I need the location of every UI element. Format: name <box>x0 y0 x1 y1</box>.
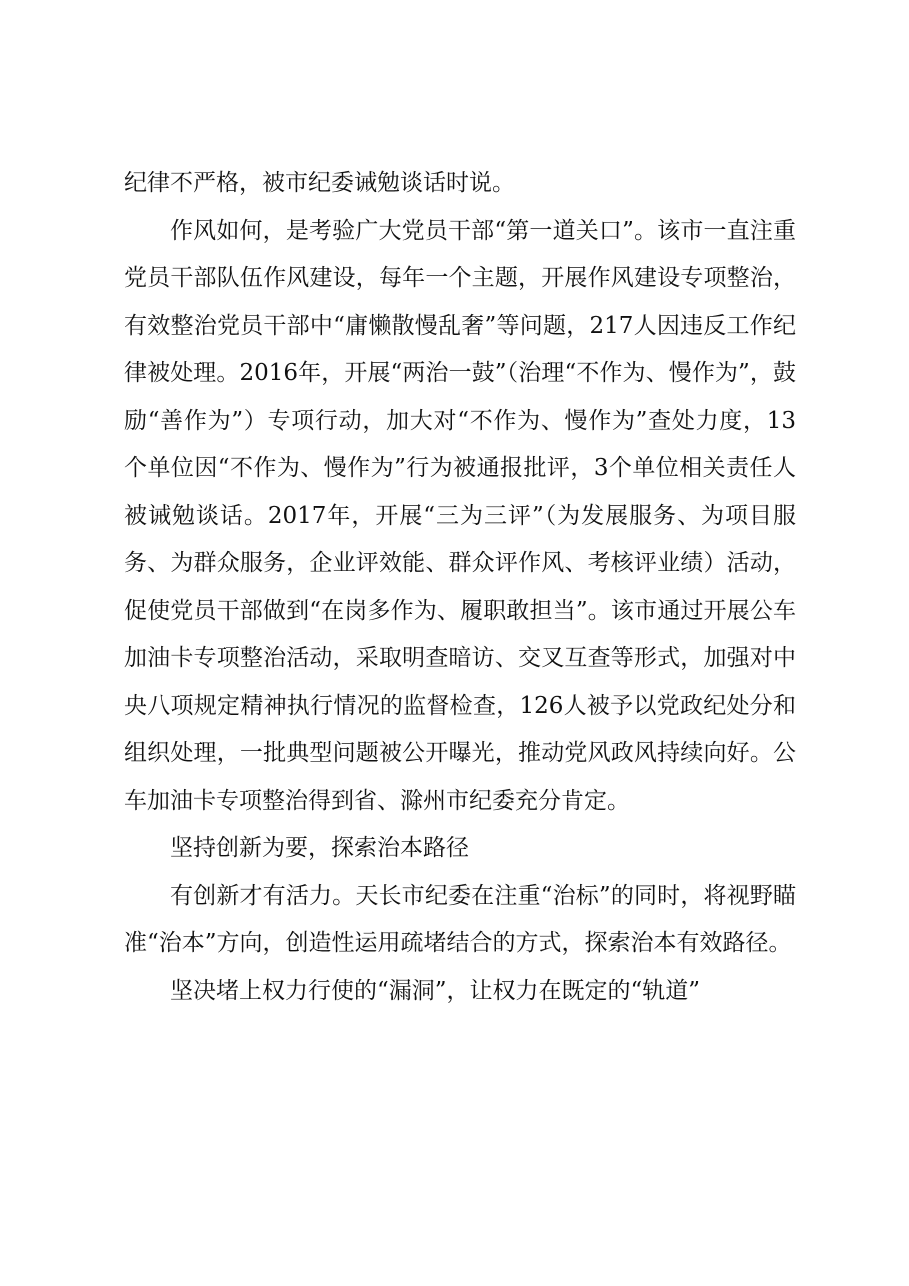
paragraph-innovation: 有创新才有活力。天长市纪委在注重“治标”的同时，将视野瞄准“治本”方向，创造性运用疏堵结合的方式，探索治本有效路径。 <box>124 882 796 956</box>
section-heading: 坚持创新为要，探索治本路径 <box>170 835 469 861</box>
document-body <box>124 160 796 1015</box>
paragraph-power-loophole: 坚决堵上权力行使的“漏洞”，让权力在既定的“轨道” <box>170 977 701 1004</box>
paragraph-continuation: 纪律不严格，被市纪委诫勉谈话时说。 <box>124 170 515 196</box>
paragraph-work-style: 作风如何，是考验广大党员干部“第一道关口”。该市一直注重党员干部队伍作风建设，每年一个主题，开展作风建设专项整治，有效整治党员干部中“庸懒散慢乱奢”等问题，217人因违反工作纪律被处理。2016年，开展“两治一鼓”（治理“不作为、慢作为”，鼓励“善作为”）专项行动，加大对“不作为、慢作为”查处力度，13个单位因“不作为、慢作为”行为被通报批评，3个单位相关责任人被诫勉谈话。2017年，开展“三为三评”（为发展服务、为项目服务、为群众服务，企业评效能、群众评作风、考核评业绩）活动，促使党员干部做到“在岗多作为、履职敢担当”。该市通过开展公车加油卡专项整治活动，采取明查暗访、交叉互查等形式，加强对中央八项规定精神执行情况的监督检查，126人被予以党政纪处分和组织处理，一批典型问题被公开曝光，推动党风政风持续向好。公车加油卡专项整治得到省、滁州市纪委充分肯定。 <box>124 217 796 814</box>
